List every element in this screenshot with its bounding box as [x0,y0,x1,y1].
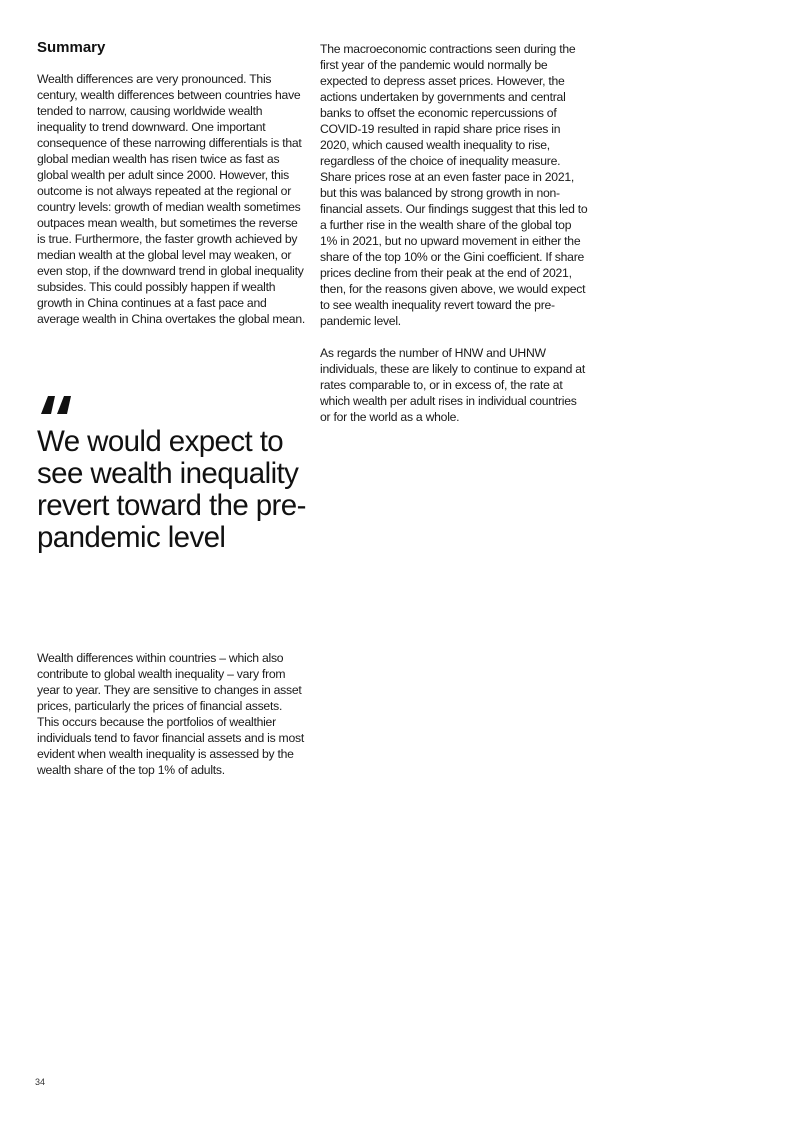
summary-paragraph-1: Wealth differences are very pronounced. This century, wealth differences between countries have tended to narrow, causing worldwide wealth inequality to trend downward. One important consequence of these narrowing differentials is that global median wealth has risen twice as fast as global wealth per adult since 2000. However, this outcome is not always repeated at the regional or country levels: growth of median wealth sometimes outpaces mean wealth, but sometimes the reverse is true. Furthermore, the faster growth achieved by median wealth at the global level may weaken, or even stop, if the downward trend in global inequality subsides. This could possibly happen if wealth growth in China continues at a fast pace and average wealth in China overtakes the global mean. [37,72,305,326]
left-column-lower [37,650,305,778]
page-number: 34 [35,1077,46,1087]
summary-paragraph-2: Wealth differences within countries – which also contribute to global wealth inequality – vary from year to year. They are sensitive to changes in asset prices, particularly the prices of financial assets. This occurs because the portfolios of wealthier individuals tend to favor financial assets and is most evident when wealth inequality is assessed by the wealth share of the top 1% of adults. [37,651,304,777]
quote-mark-icon [39,370,79,420]
section-heading: Summary [37,39,106,56]
right-paragraph-1: The macroeconomic contractions seen during the first year of the pandemic would normally be expected to depress asset prices. However, the actions undertaken by governments and central banks to offset the economic repercussions of COVID-19 resulted in rapid share price rises in 2020, which caused wealth inequality to rise, regardless of the choice of inequality measure. Share prices rose at an even faster pace in 2021, but this was balanced by strong growth in non-financial assets. Our findings suggest that this led to a further rise in the wealth share of the global top 1% in 2021, but no upward movement in either the share of the top 10% or the Gini coefficient. If share prices decline from their peak at the end of 2021, then, for the reasons given above, we would expect to see wealth inequality revert toward the pre-pandemic level. [320,42,588,328]
right-column [320,41,588,425]
pull-quote: We would expect to see wealth inequality revert toward the pre-pandemic level [37,425,306,554]
right-paragraph-2: As regards the number of HNW and UHNW individuals, these are likely to continue to expand at rates comparable to, or in excess of, the rate at which wealth per adult rises in individual countries or for the world as a whole. [320,346,585,424]
left-column [37,38,305,327]
